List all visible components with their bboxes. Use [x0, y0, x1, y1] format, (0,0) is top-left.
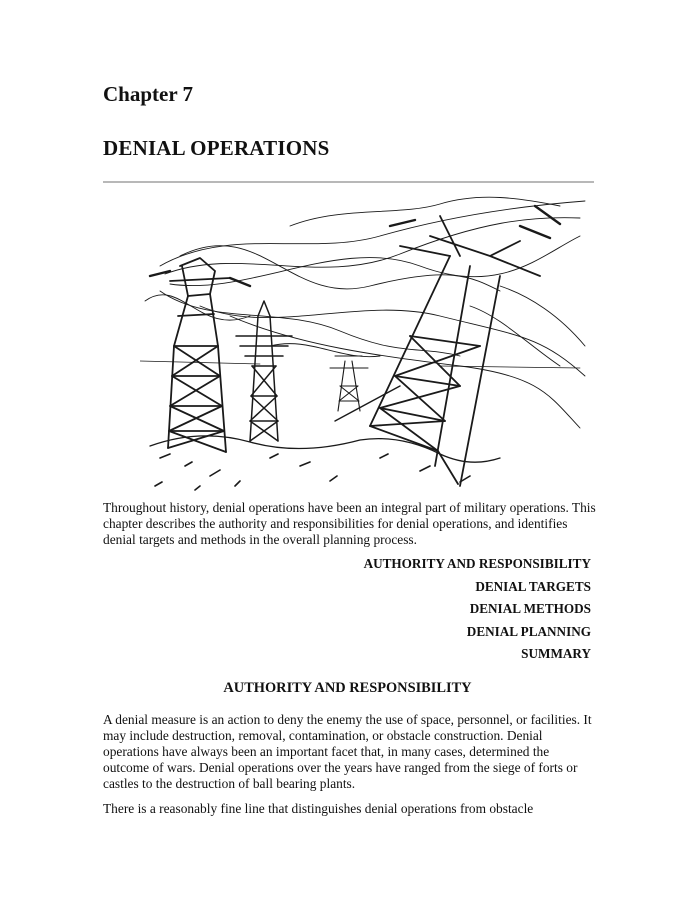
- chapter-title: DENIAL OPERATIONS: [103, 136, 330, 160]
- chapter-label: Chapter 7: [103, 82, 194, 106]
- contents-item[interactable]: AUTHORITY AND RESPONSIBILITY: [363, 556, 591, 571]
- contents-item[interactable]: DENIAL TARGETS: [475, 578, 591, 594]
- contents-item[interactable]: DENIAL PLANNING: [466, 623, 591, 639]
- tangled-wires: [145, 197, 585, 428]
- contents-item[interactable]: SUMMARY: [521, 646, 591, 661]
- ground-line: [150, 436, 500, 462]
- chapter-contents-list: [364, 553, 591, 666]
- section-heading: AUTHORITY AND RESPONSIBILITY: [223, 680, 472, 696]
- distant-tower: [330, 356, 368, 411]
- intro-paragraph: Throughout history, denial operations have been an integral part of military operations. This chapter describes the authority and responsibilities for denial operations, and identifies denial targets and methods in the overall planning process.: [103, 500, 596, 547]
- collapsed-power-transmission-towers-icon: [140, 196, 590, 496]
- body-paragraph-2: There is a reasonably fine line that distinguishes denial operations from obstacle: [103, 801, 534, 816]
- title-divider: [103, 181, 594, 183]
- body-paragraph-1: A denial measure is an action to deny the enemy the use of space, personnel, or facilities. It may include destruction, removal, contamination, or obstacle construction. Denial operations have always been an important facet that, in many cases, determined the outcome of wars. Denial operations over the years have ranged from the siege of forts or castles to the destruction of ball bearing plants.: [103, 712, 592, 791]
- left-tower: [150, 258, 250, 452]
- right-fallen-tower: [335, 206, 560, 486]
- contents-item[interactable]: DENIAL METHODS: [469, 601, 591, 616]
- ground-brush: [155, 454, 470, 490]
